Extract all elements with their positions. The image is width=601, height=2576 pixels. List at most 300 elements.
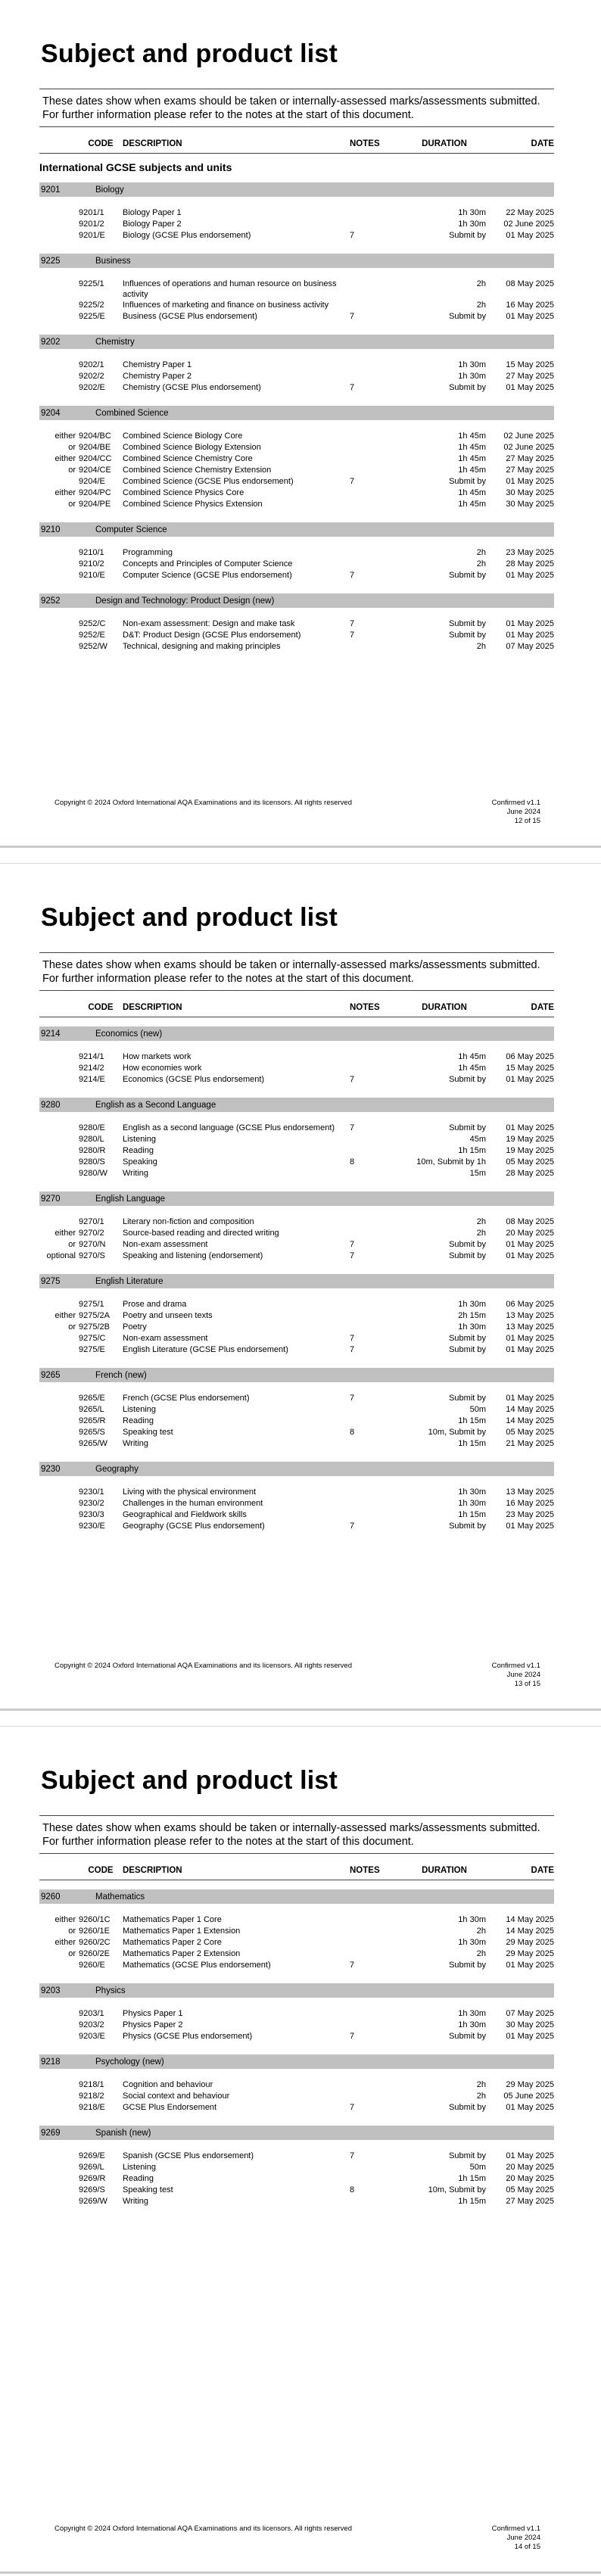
unit-description: Poetry [123, 1322, 147, 1332]
column-headers [39, 1854, 554, 1880]
unit-rows [39, 2140, 554, 2216]
unit-notes: 7 [350, 631, 355, 640]
table-row [39, 1239, 554, 1251]
unit-description: Physics Paper 1 [123, 2009, 183, 2018]
unit-description: Physics (GCSE Plus endorsement) [123, 2032, 253, 2041]
unit-code: 9275/E [79, 1345, 105, 1354]
divider [39, 153, 554, 154]
unit-code: 9214/E [79, 1075, 105, 1084]
subject-header [39, 335, 554, 349]
subject-code: 9280 [41, 1100, 61, 1110]
unit-date: 01 May 2025 [506, 631, 554, 640]
unit-date: 01 May 2025 [506, 571, 554, 580]
unit-date: 27 May 2025 [506, 2197, 554, 2206]
subject-code: 9202 [41, 337, 61, 347]
table-row [39, 1427, 554, 1438]
table-row [39, 453, 554, 465]
header-code: CODE [88, 1866, 114, 1875]
unit-date: 14 May 2025 [506, 1405, 554, 1414]
unit-duration: 1h 30m [458, 2020, 486, 2029]
table-row [39, 1216, 554, 1228]
page-title: Subject and product list [41, 903, 338, 932]
unit-duration: Submit by [449, 1345, 486, 1354]
unit-code: 9265/W [79, 1439, 107, 1448]
unit-code: 9201/1 [79, 208, 104, 217]
table-row [39, 1498, 554, 1509]
unit-code: 9265/E [79, 1394, 105, 1403]
unit-rows [39, 197, 554, 251]
header-duration: DURATION [422, 139, 467, 148]
page-footer [54, 2525, 540, 2552]
table-row [39, 2008, 554, 2020]
option-label: or [68, 466, 76, 475]
option-label: optional [46, 1251, 76, 1260]
header-spacer [39, 1003, 79, 1012]
header-description: DESCRIPTION [123, 139, 182, 148]
table-row [39, 371, 554, 382]
table-row [39, 2031, 554, 2042]
subject-block [39, 522, 554, 590]
unit-description: Physics Paper 2 [123, 2020, 183, 2029]
unit-duration: Submit by [449, 1251, 486, 1260]
subject-list [39, 1026, 554, 1541]
unit-date: 14 May 2025 [506, 1416, 554, 1425]
unit-description: Reading [123, 2174, 154, 2183]
copyright-text: Copyright © 2024 Oxford International AQA Examinations and its licensors. All rights reserved [54, 2525, 353, 2533]
table-row [39, 1487, 554, 1498]
unit-code: 9269/L [79, 2163, 104, 2172]
subject-header [39, 1098, 554, 1112]
subject-name: Biology [95, 185, 124, 195]
unit-code: 9270/1 [79, 1217, 104, 1226]
unit-notes: 8 [350, 1428, 355, 1437]
unit-notes: 7 [350, 619, 355, 628]
unit-date: 01 May 2025 [506, 2032, 554, 2041]
unit-description: Listening [123, 1405, 157, 1414]
unit-description: Influences of operations and human resource on business activity [123, 279, 337, 299]
unit-date: 29 May 2025 [506, 1949, 554, 1958]
unit-date: 21 May 2025 [506, 1439, 554, 1448]
subject-name: Psychology (new) [95, 2057, 164, 2067]
unit-description: Combined Science Chemistry Extension [123, 466, 272, 475]
table-row [39, 2173, 554, 2185]
unit-date: 23 May 2025 [506, 1510, 554, 1519]
unit-code: 9225/1 [79, 279, 104, 288]
unit-description: Computer Science (GCSE Plus endorsement) [123, 571, 292, 580]
unit-duration: Submit by [449, 1522, 486, 1531]
unit-code: 9260/E [79, 1961, 105, 1970]
table-row [39, 2102, 554, 2113]
unit-date: 16 May 2025 [506, 301, 554, 310]
unit-duration: Submit by [449, 312, 486, 321]
table-row [39, 1914, 554, 1926]
unit-duration: 1h 15m [458, 1439, 486, 1448]
subject-name: Physics [95, 1986, 126, 1995]
table-row [39, 1521, 554, 1532]
unit-duration: 1h 30m [458, 1915, 486, 1924]
subject-code: 9275 [41, 1276, 61, 1286]
unit-duration: 2h [476, 1949, 486, 1958]
option-label: either [54, 1915, 76, 1924]
unit-duration: Submit by [449, 631, 486, 640]
unit-description: Challenges in the human environment [123, 1499, 263, 1508]
unit-notes: 7 [350, 1334, 355, 1343]
unit-duration: 1h 45m [458, 488, 486, 497]
subject-code: 9214 [41, 1029, 61, 1039]
header-date: DATE [531, 139, 554, 148]
header-date: DATE [531, 1003, 554, 1012]
table-row [39, 1157, 554, 1168]
subject-code: 9230 [41, 1464, 61, 1474]
unit-code: 9203/1 [79, 2009, 104, 2018]
subject-name: English Literature [95, 1276, 163, 1286]
unit-date: 16 May 2025 [506, 1499, 554, 1508]
subject-block [39, 2054, 554, 2123]
table-row [39, 2091, 554, 2102]
table-row [39, 1937, 554, 1948]
version-date: June 2024 [506, 2534, 540, 2542]
table-row [39, 1393, 554, 1404]
unit-notes: 7 [350, 1394, 355, 1403]
unit-duration: 1h 15m [458, 1416, 486, 1425]
header-spacer [39, 139, 79, 148]
unit-rows [39, 1382, 554, 1459]
unit-rows [39, 1476, 554, 1541]
unit-duration: 1h 15m [458, 2174, 486, 2183]
unit-code: 9203/E [79, 2032, 105, 2041]
subject-block [39, 182, 554, 251]
option-label: either [54, 488, 76, 497]
unit-description: Literary non-fiction and composition [123, 1217, 254, 1226]
unit-duration: 2h [476, 642, 486, 651]
version-status: Confirmed v1.1 [491, 799, 540, 807]
table-row [39, 2162, 554, 2173]
table-row [39, 1228, 554, 1239]
unit-duration: 1h 15m [458, 2197, 486, 2206]
unit-date: 28 May 2025 [506, 559, 554, 568]
copyright-text: Copyright © 2024 Oxford International AQA Examinations and its licensors. All rights reserved [54, 799, 353, 807]
subject-name: Computer Science [95, 525, 167, 534]
table-row [39, 1404, 554, 1416]
subject-header [39, 2126, 554, 2140]
unit-notes: 7 [350, 312, 355, 321]
unit-duration: 2h [476, 1217, 486, 1226]
subject-header [39, 406, 554, 420]
unit-description: Writing [123, 1439, 149, 1448]
table-row [39, 219, 554, 230]
unit-date: 01 May 2025 [506, 1240, 554, 1249]
unit-code: 9204/BE [79, 443, 111, 452]
unit-duration: 2h [476, 1229, 486, 1238]
unit-code: 9269/S [79, 2185, 105, 2194]
header-date: DATE [531, 1866, 554, 1875]
unit-date: 06 May 2025 [506, 1300, 554, 1309]
unit-date: 30 May 2025 [506, 2020, 554, 2029]
unit-notes: 7 [350, 1075, 355, 1084]
unit-duration: 50m [469, 2163, 486, 2172]
unit-code: 9252/W [79, 642, 107, 651]
unit-code: 9280/E [79, 1123, 105, 1132]
option-label: or [68, 500, 76, 509]
unit-description: Geography (GCSE Plus endorsement) [123, 1522, 265, 1531]
unit-code: 9218/2 [79, 2092, 104, 2101]
table-row [39, 630, 554, 641]
unit-description: Combined Science Physics Core [123, 488, 244, 497]
subject-name: Economics (new) [95, 1029, 163, 1039]
subject-block [39, 1462, 554, 1541]
unit-code: 9204/PE [79, 500, 111, 509]
unit-date: 28 May 2025 [506, 1169, 554, 1178]
page-number: 14 of 15 [514, 2543, 540, 2551]
document-page [0, 1726, 601, 2574]
table-row [39, 1509, 554, 1521]
unit-date: 05 May 2025 [506, 1157, 554, 1167]
unit-rows [39, 268, 554, 332]
table-row [39, 570, 554, 581]
version-status: Confirmed v1.1 [491, 2525, 540, 2533]
unit-date: 01 May 2025 [506, 383, 554, 392]
subject-header [39, 593, 554, 608]
unit-date: 13 May 2025 [506, 1487, 554, 1497]
subject-header [39, 1026, 554, 1041]
unit-duration: 1h 15m [458, 1146, 486, 1155]
unit-rows [39, 1112, 554, 1188]
unit-date: 02 June 2025 [503, 431, 554, 441]
intro-text: These dates show when exams should be taken or internally-assessed marks/assessments submitted. For further information please refer to the notes at the start of this document. [42, 959, 540, 985]
unit-duration: 1h 30m [458, 1499, 486, 1508]
subject-name: English Language [95, 1194, 166, 1204]
unit-code: 9218/1 [79, 2080, 104, 2089]
unit-duration: 10m, Submit by [428, 1428, 486, 1437]
unit-date: 01 May 2025 [506, 1961, 554, 1970]
unit-code: 9201/2 [79, 220, 104, 229]
unit-code: 9270/N [79, 1240, 106, 1249]
intro-text: These dates show when exams should be taken or internally-assessed marks/assessments submitted. For further information please refer to the notes at the start of this document. [42, 1822, 540, 1848]
column-headers [39, 991, 554, 1017]
unit-notes: 7 [350, 477, 355, 486]
unit-description: Combined Science Physics Extension [123, 500, 263, 509]
unit-duration: Submit by [449, 1123, 486, 1132]
unit-description: Programming [123, 548, 173, 557]
subject-name: English as a Second Language [95, 1100, 216, 1110]
page-content [39, 903, 554, 1541]
subject-code: 9225 [41, 256, 61, 266]
unit-duration: 2h 15m [458, 1311, 486, 1320]
unit-duration: 1h 30m [458, 1938, 486, 1947]
unit-code: 9260/1E [79, 1927, 110, 1936]
unit-notes: 7 [350, 231, 355, 240]
version-status: Confirmed v1.1 [491, 1662, 540, 1670]
subject-block [39, 1098, 554, 1188]
unit-notes: 7 [350, 383, 355, 392]
unit-code: 9204/PC [79, 488, 111, 497]
unit-description: Chemistry Paper 1 [123, 360, 192, 369]
header-notes: NOTES [350, 139, 380, 148]
unit-duration: 50m [469, 1405, 486, 1414]
unit-description: Cognition and behaviour [123, 2080, 213, 2089]
table-row [39, 1344, 554, 1356]
unit-duration: Submit by [449, 1961, 486, 1970]
table-row [39, 465, 554, 476]
subject-list [39, 182, 554, 662]
subject-header [39, 1368, 554, 1382]
unit-date: 01 May 2025 [506, 231, 554, 240]
unit-duration: Submit by [449, 1075, 486, 1084]
subject-code: 9204 [41, 408, 61, 418]
subject-code: 9203 [41, 1986, 61, 1995]
page-content [39, 39, 554, 662]
table-row [39, 1416, 554, 1427]
subject-block [39, 1274, 554, 1365]
unit-duration: 1h 15m [458, 1510, 486, 1519]
table-row [39, 1251, 554, 1262]
unit-rows [39, 420, 554, 519]
unit-description: Mathematics Paper 1 Core [123, 1915, 222, 1924]
unit-code: 9265/L [79, 1405, 104, 1414]
unit-code: 9230/3 [79, 1510, 104, 1519]
unit-code: 9275/C [79, 1334, 106, 1343]
subject-code: 9210 [41, 525, 61, 534]
unit-date: 19 May 2025 [506, 1135, 554, 1144]
table-row [39, 2196, 554, 2207]
unit-description: Mathematics Paper 2 Core [123, 1938, 222, 1947]
unit-duration: Submit by [449, 2103, 486, 2112]
unit-code: 9275/2B [79, 1322, 110, 1332]
header-duration: DURATION [422, 1003, 467, 1012]
unit-description: Geographical and Fieldwork skills [123, 1510, 247, 1519]
subject-name: Combined Science [95, 408, 169, 418]
unit-code: 9201/E [79, 231, 105, 240]
unit-duration: 1h 45m [458, 1064, 486, 1073]
unit-notes: 7 [350, 2103, 355, 2112]
unit-date: 01 May 2025 [506, 2103, 554, 2112]
unit-date: 29 May 2025 [506, 1938, 554, 1947]
unit-date: 05 June 2025 [503, 2092, 554, 2101]
unit-code: 9270/S [79, 1251, 105, 1260]
unit-description: Mathematics Paper 2 Extension [123, 1949, 241, 1958]
header-notes: NOTES [350, 1003, 380, 1012]
unit-date: 15 May 2025 [506, 1064, 554, 1073]
unit-code: 9269/R [79, 2174, 106, 2183]
option-label: either [54, 454, 76, 463]
table-row [39, 207, 554, 219]
unit-duration: 2h [476, 1927, 486, 1936]
unit-code: 9260/2E [79, 1949, 110, 1958]
unit-description: Economics (GCSE Plus endorsement) [123, 1075, 265, 1084]
unit-code: 9203/2 [79, 2020, 104, 2029]
option-label: either [54, 1311, 76, 1320]
table-row [39, 1438, 554, 1450]
unit-duration: Submit by [449, 2032, 486, 2041]
unit-date: 19 May 2025 [506, 1146, 554, 1155]
table-row [39, 2079, 554, 2091]
unit-date: 05 May 2025 [506, 2185, 554, 2194]
unit-duration: 1h 45m [458, 431, 486, 441]
unit-duration: 1h 45m [458, 500, 486, 509]
unit-description: Biology Paper 1 [123, 208, 182, 217]
unit-duration: Submit by [449, 571, 486, 580]
unit-date: 08 May 2025 [506, 279, 554, 288]
unit-rows [39, 608, 554, 662]
subject-code: 9260 [41, 1892, 61, 1902]
unit-code: 9280/L [79, 1135, 104, 1144]
unit-date: 01 May 2025 [506, 1345, 554, 1354]
unit-date: 02 June 2025 [503, 443, 554, 452]
subject-block [39, 2126, 554, 2216]
intro-text: These dates show when exams should be taken or internally-assessed marks/assessments submitted. For further information please refer to the notes at the start of this document. [42, 95, 540, 121]
unit-duration: 10m, Submit by [428, 2185, 486, 2194]
unit-notes: 8 [350, 1157, 355, 1167]
unit-code: 9204/E [79, 477, 105, 486]
subject-block [39, 335, 554, 403]
table-row [39, 1948, 554, 1960]
subject-block [39, 1191, 554, 1271]
subject-block [39, 406, 554, 519]
unit-date: 07 May 2025 [506, 2009, 554, 2018]
unit-date: 07 May 2025 [506, 642, 554, 651]
unit-description: Chemistry Paper 2 [123, 372, 192, 381]
subject-block [39, 254, 554, 332]
unit-date: 01 May 2025 [506, 2151, 554, 2160]
unit-date: 01 May 2025 [506, 1123, 554, 1132]
unit-description: Business (GCSE Plus endorsement) [123, 312, 257, 321]
unit-description: Non-exam assessment: Design and make task [123, 619, 295, 628]
column-headers [39, 127, 554, 153]
unit-code: 9275/1 [79, 1300, 104, 1309]
unit-description: Writing [123, 2197, 149, 2206]
unit-code: 9265/S [79, 1428, 105, 1437]
unit-date: 06 May 2025 [506, 1052, 554, 1061]
unit-rows [39, 537, 554, 590]
unit-code: 9230/E [79, 1522, 105, 1531]
unit-duration: 2h [476, 559, 486, 568]
unit-code: 9202/1 [79, 360, 104, 369]
unit-description: Speaking [123, 1157, 157, 1167]
unit-description: Reading [123, 1416, 154, 1425]
unit-duration: Submit by [449, 231, 486, 240]
header-description: DESCRIPTION [123, 1003, 182, 1012]
unit-duration: 2h [476, 548, 486, 557]
unit-code: 9210/2 [79, 559, 104, 568]
unit-date: 30 May 2025 [506, 500, 554, 509]
unit-duration: 1h 30m [458, 208, 486, 217]
version-block [457, 1662, 540, 1689]
unit-description: Non-exam assessment [123, 1334, 208, 1343]
version-block [457, 799, 540, 826]
subject-code: 9269 [41, 2128, 61, 2138]
version-date: June 2024 [506, 808, 540, 816]
unit-date: 14 May 2025 [506, 1927, 554, 1936]
unit-date: 08 May 2025 [506, 1217, 554, 1226]
document-page [0, 863, 601, 1711]
unit-notes: 7 [350, 1240, 355, 1249]
unit-date: 01 May 2025 [506, 477, 554, 486]
unit-description: Social context and behaviour [123, 2092, 230, 2101]
unit-duration: 2h [476, 301, 486, 310]
unit-description: Poetry and unseen texts [123, 1311, 213, 1320]
unit-date: 14 May 2025 [506, 1915, 554, 1924]
unit-rows [39, 1904, 554, 1980]
unit-code: 9252/C [79, 619, 106, 628]
unit-description: Combined Science Chemistry Core [123, 454, 253, 463]
unit-code: 9260/1C [79, 1915, 111, 1924]
unit-description: English as a second language (GCSE Plus endorsement) [123, 1123, 335, 1132]
unit-duration: 1h 45m [458, 454, 486, 463]
option-label: or [68, 1322, 76, 1332]
unit-description: English Literature (GCSE Plus endorsement) [123, 1345, 288, 1354]
table-row [39, 618, 554, 630]
unit-duration: 1h 30m [458, 1322, 486, 1332]
